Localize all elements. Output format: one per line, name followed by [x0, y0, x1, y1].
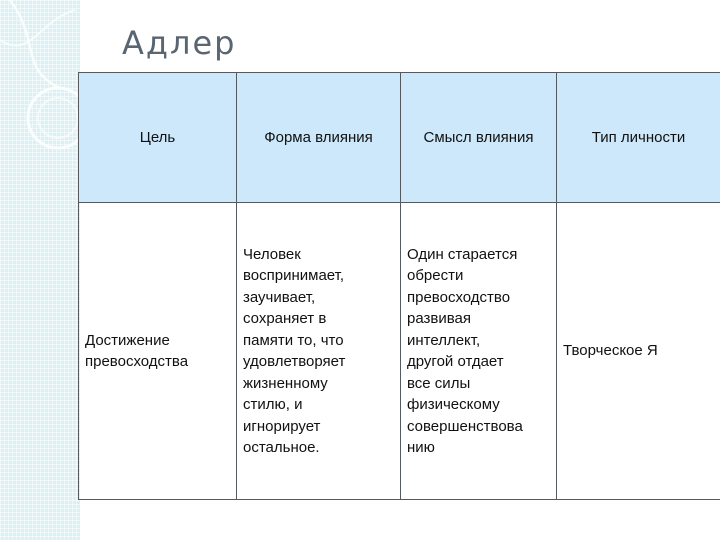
comparison-table	[78, 72, 720, 500]
cell-meaning-line: Один старается	[407, 245, 518, 263]
cell-meaning-line: обрести	[407, 267, 464, 284]
cell-form-line: стилю, и	[243, 396, 303, 413]
cell-form-line: заучивает,	[243, 288, 316, 306]
slide-title: Адлер	[122, 24, 237, 62]
header-goal: Цель	[79, 73, 237, 203]
cell-meaning-line: все силы	[407, 374, 471, 392]
cell-form-line: остальное.	[243, 439, 320, 456]
cell-form	[237, 203, 401, 500]
header-meaning: Смысл влияния	[401, 73, 557, 203]
cell-form-line: воспринимает,	[243, 267, 345, 284]
cell-form-line: игнорирует	[243, 417, 321, 435]
cell-form-line: удовлетворяет	[243, 353, 346, 370]
cell-form-line: памяти то, что	[243, 331, 344, 349]
cell-meaning-line: совершенствова	[407, 417, 523, 435]
header-form: Форма влияния	[237, 73, 401, 203]
cell-form-line: жизненному	[243, 374, 328, 392]
cell-goal-line: превосходства	[85, 353, 189, 370]
table-header-row	[79, 73, 720, 203]
cell-form-line: Человек	[243, 245, 301, 263]
cell-meaning-line: интеллект,	[407, 331, 481, 349]
cell-meaning	[401, 203, 557, 500]
cell-form-line: сохраняет в	[243, 310, 327, 327]
cell-meaning-line: превосходство	[407, 288, 511, 306]
cell-meaning-line: физическому	[407, 396, 500, 413]
header-type: Тип личности	[557, 73, 720, 203]
cell-goal-line: Достижение	[85, 331, 170, 349]
cell-meaning-line: нию	[407, 439, 435, 456]
table-row	[79, 203, 720, 500]
cell-goal	[79, 203, 237, 500]
cell-meaning-line: другой отдает	[407, 353, 504, 370]
cell-type: Творческое Я	[557, 203, 720, 500]
cell-meaning-line: развивая	[407, 310, 472, 327]
